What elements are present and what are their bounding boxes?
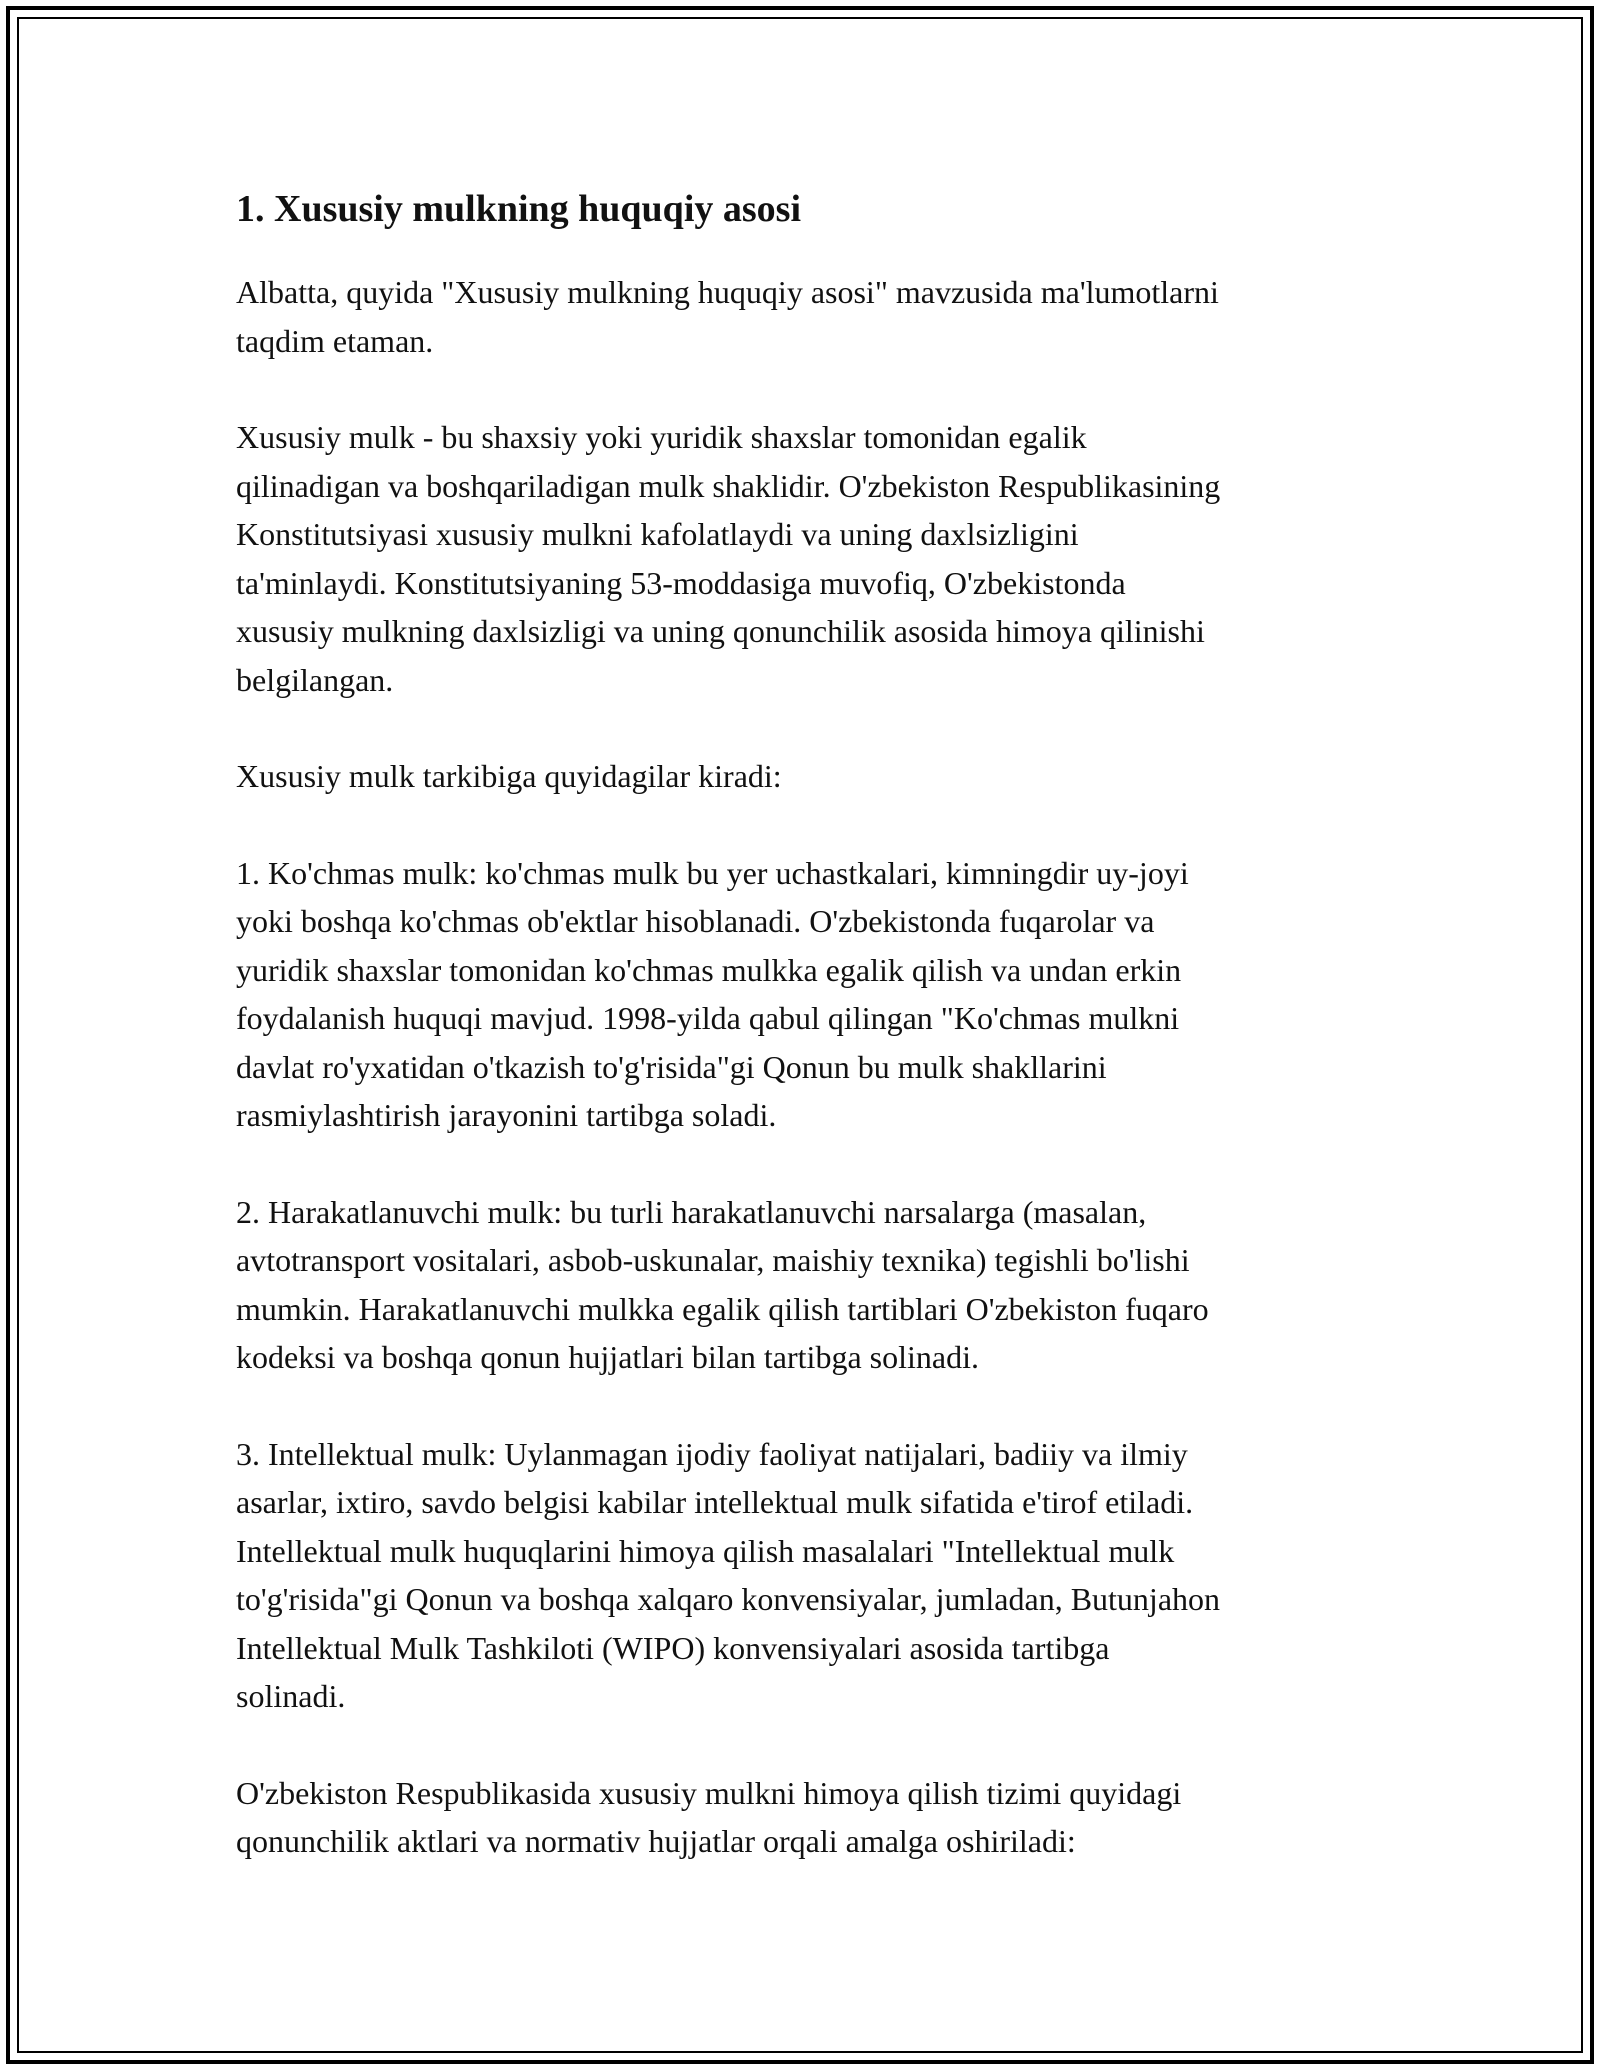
definition-paragraph: Xususiy mulk - bu shaxsiy yoki yuridik shaxslar tomonidan egalik qilinadigan va boshqariladigan mulk shaklidir. O'zbekiston Respublikasining Konstitutsiyasi xususiy mulkni kafolatlaydi va uning daxlsizligini ta'minlaydi. Konstitutsiyaning 53-moddasiga muvofiq, O'zbekistonda xususiy mulkning daxlsizligi va uning qonunchilik asosida himoya qilinishi belgilangan. [236,419,1221,698]
intellectual-property-paragraph: 3. Intellektual mulk: Uylanmagan ijodiy faoliyat natijalari, badiiy va ilmiy asarlar, ixtiro, savdo belgisi kabilar intellektual mulk sifatida e'tirof etiladi. Intellektual mulk huquqlarini himoya qilish masalalari "Intellektual mulk to'g'risida"gi Qonun va boshqa xalqaro konvensiyalar, jumladan, Butunjahon Intellektual Mulk Tashkiloti (WIPO) konvensiyalari asosida tartibga solinadi. [236,1435,1221,1714]
intro-paragraph: Albatta, quyida "Xususiy mulkning huquqiy asosi" mavzusida ma'lumotlarni taqdim etaman. [236,274,1219,359]
document-body [236,186,1376,1914]
immovable-property-paragraph: 1. Ko'chmas mulk: ko'chmas mulk bu yer uchastkalari, kimningdir uy-joyi yoki boshqa ko'chmas ob'ektlar hisoblanadi. O'zbekistonda fuqarolar va yuridik shaxslar tomonidan ko'chmas mulkka egalik qilish va undan erkin foydalanish huquqi mavjud. 1998-yilda qabul qilingan "Ko'chmas mulkni davlat ro'yxatidan o'tkazish to'g'risida"gi Qonun bu mulk shakllarini rasmiylashtirish jarayonini tartibga soladi. [236,854,1189,1133]
protection-system-paragraph: O'zbekiston Respublikasida xususiy mulkni himoya qilish tizimi quyidagi qonunchilik aktlari va normativ hujjatlar orqali amalga oshiriladi: [236,1774,1182,1859]
page-title: 1. Xususiy mulkning huquqiy asosi [236,188,802,230]
composition-lead-paragraph: Xususiy mulk tarkibiga quyidagilar kiradi: [236,758,782,794]
movable-property-paragraph: 2. Harakatlanuvchi mulk: bu turli harakatlanuvchi narsalarga (masalan, avtotransport vositalari, asbob-uskunalar, maishiy texnika) tegishli bo'lishi mumkin. Harakatlanuvchi mulkka egalik qilish tartiblari O'zbekiston fuqaro kodeksi va boshqa qonun hujjatlari bilan tartibga solinadi. [236,1193,1209,1375]
